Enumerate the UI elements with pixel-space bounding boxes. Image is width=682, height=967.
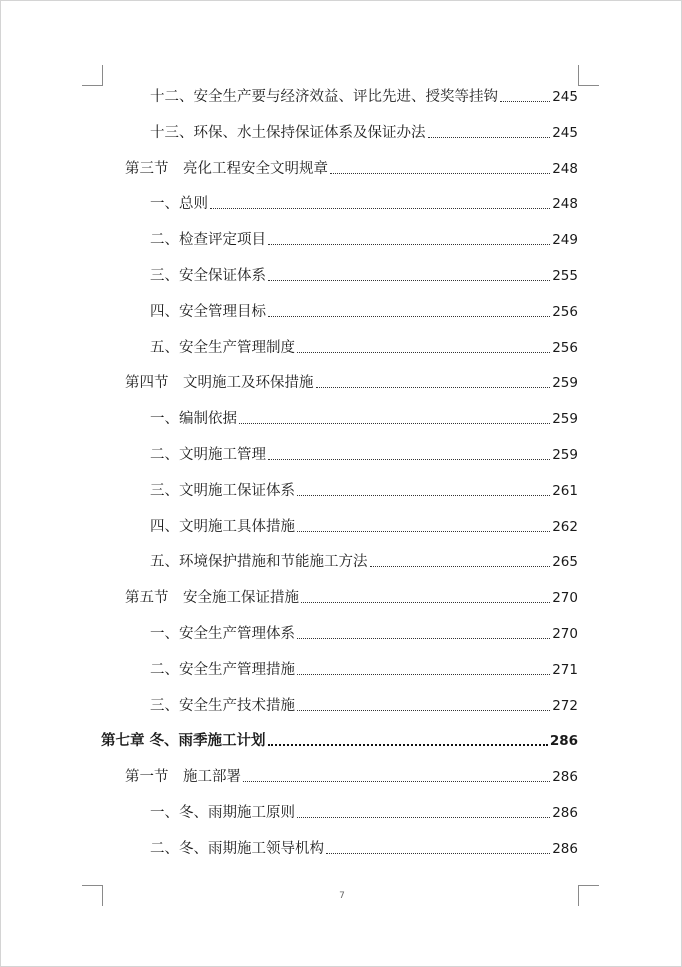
toc-entry-title: 第七章 冬、雨季施工计划 <box>101 733 266 750</box>
toc-entry-page-number: 286 <box>552 840 578 857</box>
toc-entry[interactable] <box>150 693 578 715</box>
toc-entry-page-number: 259 <box>552 411 578 428</box>
toc-entry[interactable] <box>150 227 578 249</box>
toc-leader-dots <box>243 780 550 782</box>
toc-entry[interactable] <box>101 728 578 750</box>
toc-entry-title: 一、冬、雨期施工原则 <box>150 805 295 821</box>
toc-entry-title: 三、安全生产技术措施 <box>150 697 295 714</box>
toc-entry[interactable] <box>150 406 578 428</box>
toc-entry[interactable] <box>150 299 578 321</box>
toc-leader-dots <box>268 243 550 245</box>
toc-entry-page-number: 245 <box>552 89 578 105</box>
toc-entry-page-number: 286 <box>552 769 578 786</box>
toc-entry-page-number: 261 <box>552 482 578 499</box>
toc-leader-dots <box>297 709 550 711</box>
toc-entry[interactable] <box>150 335 578 357</box>
toc-entry[interactable] <box>150 263 578 285</box>
toc-entry-title: 一、总则 <box>150 196 208 213</box>
toc-leader-dots <box>370 565 551 567</box>
toc-entry-page-number: 259 <box>552 447 578 463</box>
toc-entry[interactable] <box>150 120 578 142</box>
toc-leader-dots <box>297 637 550 639</box>
toc-entry-page-number: 271 <box>552 661 578 678</box>
toc-entry-title: 一、安全生产管理体系 <box>150 626 295 642</box>
toc-entry[interactable] <box>150 84 578 106</box>
toc-entry[interactable] <box>125 156 578 178</box>
toc-leader-dots <box>301 601 550 603</box>
toc-entry-page-number: 249 <box>552 232 578 249</box>
toc-entry-title: 十二、安全生产要与经济效益、评比先进、授奖等挂钩 <box>150 89 498 105</box>
toc-entry[interactable] <box>150 800 578 822</box>
toc-leader-dots <box>268 458 550 460</box>
toc-leader-dots <box>500 100 550 102</box>
toc-leader-dots <box>297 673 550 675</box>
toc-leader-dots <box>268 743 548 746</box>
toc-entry-page-number: 262 <box>552 518 578 535</box>
toc-leader-dots <box>330 172 550 174</box>
toc-leader-dots <box>297 816 550 818</box>
crop-mark-top-left <box>82 65 103 86</box>
toc-entry[interactable] <box>150 621 578 643</box>
toc-entry-page-number: 256 <box>552 303 578 320</box>
toc-entry-title: 第四节 文明施工及环保措施 <box>125 375 314 392</box>
toc-entry[interactable] <box>150 514 578 536</box>
toc-leader-dots <box>297 494 550 496</box>
toc-leader-dots <box>316 386 551 388</box>
toc-leader-dots <box>326 852 550 854</box>
toc-entry-title: 三、安全保证体系 <box>150 268 266 284</box>
toc-entry[interactable] <box>150 442 578 464</box>
toc-entry-page-number: 270 <box>552 626 578 642</box>
toc-entry-page-number: 286 <box>552 805 578 821</box>
toc-entry-page-number: 259 <box>552 375 578 392</box>
toc-entry-page-number: 286 <box>549 733 578 750</box>
toc-leader-dots <box>428 136 551 138</box>
toc-entry-page-number: 255 <box>552 268 578 284</box>
toc-entry-title: 十三、环保、水土保持保证体系及保证办法 <box>150 124 426 141</box>
toc-leader-dots <box>297 351 550 353</box>
toc-entry-title: 二、安全生产管理措施 <box>150 661 295 678</box>
toc-entry[interactable] <box>150 191 578 213</box>
toc-leader-dots <box>268 315 550 317</box>
toc-entry-page-number: 245 <box>552 124 578 141</box>
toc-entry[interactable] <box>150 549 578 571</box>
toc-entry-page-number: 248 <box>552 160 578 177</box>
toc-entry[interactable] <box>125 764 578 786</box>
toc-entry[interactable] <box>125 585 578 607</box>
toc-entry-title: 三、文明施工保证体系 <box>150 482 295 499</box>
toc-entry-title: 第一节 施工部署 <box>125 769 241 786</box>
toc-leader-dots <box>268 279 550 281</box>
toc-entry[interactable] <box>125 370 578 392</box>
toc-entry-page-number: 256 <box>552 339 578 356</box>
toc-leader-dots <box>297 530 550 532</box>
toc-entry-title: 四、文明施工具体措施 <box>150 518 295 535</box>
toc-leader-dots <box>210 207 550 209</box>
toc-entry-title: 第三节 亮化工程安全文明规章 <box>125 160 328 177</box>
toc-entry-title: 二、冬、雨期施工领导机构 <box>150 840 324 857</box>
crop-mark-top-right <box>578 65 599 86</box>
toc-entry-title: 四、安全管理目标 <box>150 303 266 320</box>
toc-entry-title: 一、编制依据 <box>150 411 237 428</box>
toc-entry-title: 二、文明施工管理 <box>150 447 266 463</box>
toc-entry-title: 五、安全生产管理制度 <box>150 339 295 356</box>
toc-entry-page-number: 270 <box>552 590 578 607</box>
toc-leader-dots <box>239 422 550 424</box>
toc-entry-page-number: 248 <box>552 196 578 213</box>
toc-entry-title: 五、环境保护措施和节能施工方法 <box>150 554 368 571</box>
page-number: 7 <box>339 891 345 901</box>
toc-entry-title: 二、检查评定项目 <box>150 232 266 249</box>
toc-entry[interactable] <box>150 478 578 500</box>
toc-entry-title: 第五节 安全施工保证措施 <box>125 590 299 607</box>
toc-entry[interactable] <box>150 657 578 679</box>
toc-entry-page-number: 265 <box>552 554 578 571</box>
toc-entry-page-number: 272 <box>552 697 578 714</box>
toc-entry[interactable] <box>150 836 578 858</box>
